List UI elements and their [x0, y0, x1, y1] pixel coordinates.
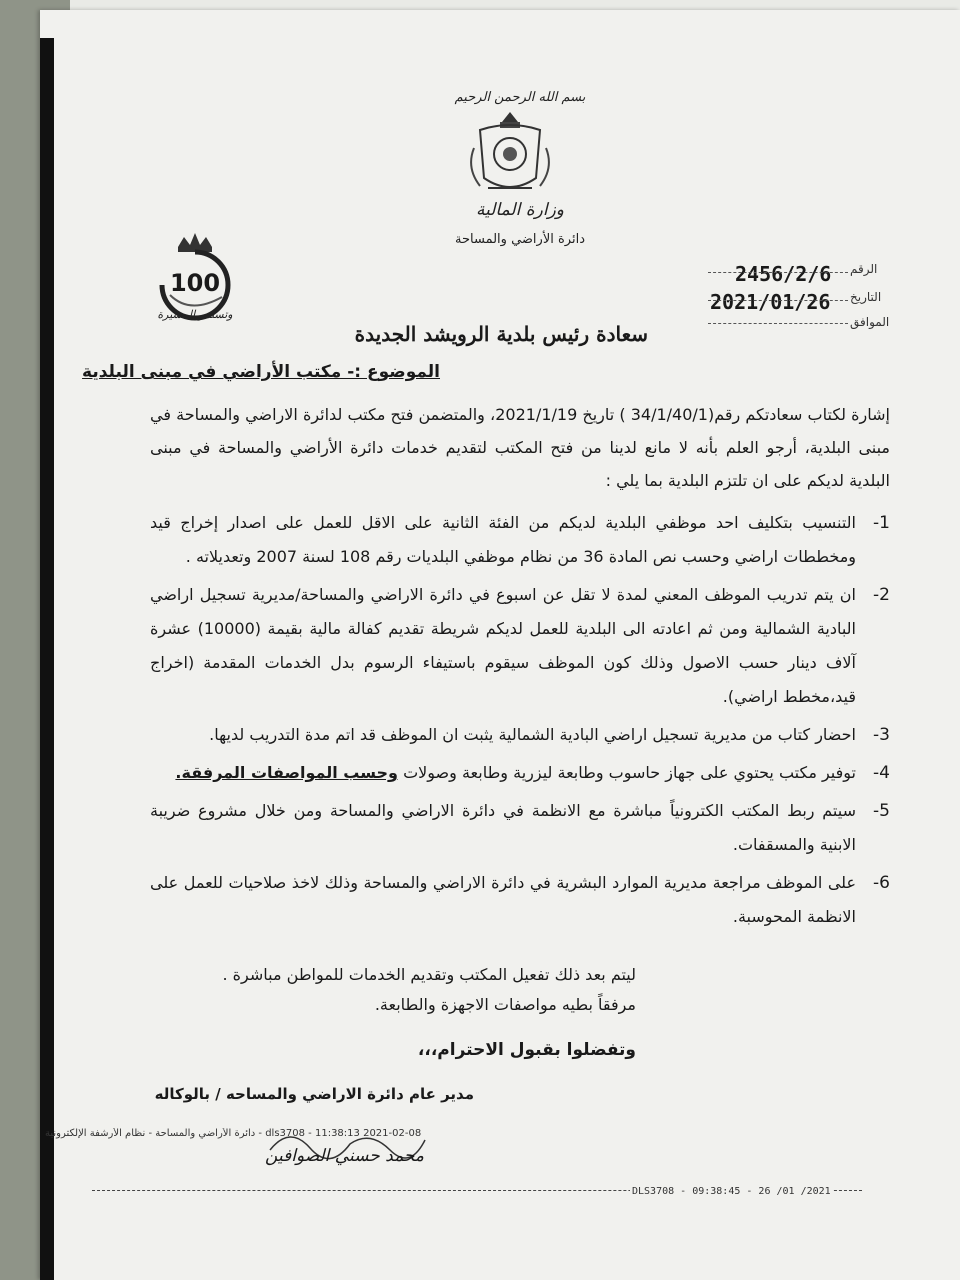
- condition-item-1: [150, 506, 890, 574]
- basmala: بسم الله الرحمن الرحيم: [454, 90, 586, 105]
- condition-number: 6-: [873, 873, 890, 893]
- condition-text: توفير مكتب يحتوي على جهاز حاسوب وطابعة ليزرية وطابعة وصولات: [398, 763, 856, 782]
- date-dotted-line: [708, 300, 848, 301]
- hijri-dotted-line: [708, 323, 848, 324]
- ministry-name: وزارة المالية: [476, 200, 564, 220]
- ref-dotted-line: [708, 272, 848, 273]
- ref-label: الرقم: [850, 262, 878, 276]
- footer-stamp: DLS3708 - 09:38:45 - 26 /01 /2021: [632, 1186, 831, 1197]
- system-stamp: 2021-02-08 11:38:13 - dls3708 - دائرة الأراضي والمساحة - نظام الأرشفة الإلكترونية: [45, 1128, 422, 1139]
- closing-line-2: مرفقاً بطيه مواصفات الاجهزة والطابعة.: [374, 995, 636, 1014]
- binder-edge: [40, 38, 54, 1280]
- conditions-list: [150, 506, 890, 938]
- closing-line-1: ليتم بعد ذلك تفعيل المكتب وتقديم الخدمات للمواطن مباشرة .: [222, 965, 636, 984]
- ref-value: 2456/2/6: [735, 262, 832, 286]
- subject-line: الموضوع :- مكتب الأراضي في مبنى البلدية: [82, 362, 440, 382]
- date-value: 2021/01/26: [710, 290, 831, 314]
- condition-number: 4-: [873, 763, 890, 783]
- closing-block: [222, 960, 636, 1020]
- condition-underlined-text: وحسب المواصفات المرفقة.: [175, 763, 398, 782]
- date-label: التاريخ: [850, 290, 882, 304]
- royal-emblem-icon: [460, 108, 560, 198]
- signer-name: محمد حسني الصوافين: [265, 1146, 424, 1166]
- centennial-number: 100: [169, 269, 221, 297]
- condition-text: ان يتم تدريب الموظف المعني لمدة لا تقل عن اسبوع في دائرة الاراضي والمساحة/مديرية تسجيل اراضي البادية الشمالية ومن ثم اعادته الى البلدية للعمل لديكم شريطة تقديم كفالة مالية بقيمة (10000) عشرة آلاف دينار حسب الاصول وذلك كون الموظف سيقوم باستيفاء الرسوم بدل الخدمات المقدمة (اخراج قيد،مخطط اراضي).: [150, 585, 857, 706]
- condition-text: على الموظف مراجعة مديرية الموارد البشرية في دائرة الاراضي والمساحة وذلك لاخذ صلاحيات للعمل على الانظمة المحوسبة.: [150, 873, 856, 926]
- condition-number: 5-: [873, 801, 890, 821]
- addressee: سعادة رئيس بلدية الرويشد الجديدة: [354, 322, 648, 346]
- condition-text-wrap: [150, 756, 856, 790]
- centennial-caption: وتستمر المسيرة: [157, 308, 233, 321]
- condition-item-6: [150, 866, 890, 934]
- condition-item-5: [150, 794, 890, 862]
- condition-number: 1-: [873, 513, 890, 533]
- salutation: وتفضلوا بقبول الاحترام،،،: [417, 1040, 636, 1060]
- department-name: دائرة الأراضي والمساحة: [455, 232, 585, 247]
- condition-text: التنسيب بتكليف احد موظفي البلدية لديكم من الفئة الثانية على الاقل للعمل على اصدار إخراج قيد ومخططات اراضي وحسب نص المادة 36 من نظام موظفي البلديات رقم 108 لسنة 2007 وتعديلاته .: [150, 513, 856, 566]
- condition-text: سيتم ربط المكتب الكترونياً مباشرة مع الانظمة في دائرة الاراضي والمساحة ومن خلال مشروع ضريبة الابنية والمسقفات.: [150, 801, 856, 854]
- condition-number: 3-: [873, 725, 890, 745]
- signer-title: مدير عام دائرة الاراضي والمساحه / بالوكاله: [154, 1085, 474, 1103]
- condition-item-4: [150, 756, 890, 790]
- condition-text: احضار كتاب من مديرية تسجيل اراضي البادية الشمالية يثبت ان الموظف قد اتم مدة التدريب لديها.: [209, 725, 856, 744]
- condition-item-3: [150, 718, 890, 752]
- letter-intro: [150, 398, 890, 497]
- hijri-label: الموافق: [850, 315, 890, 329]
- condition-item-2: [150, 578, 890, 714]
- intro-paragraph: إشارة لكتاب سعادتكم رقم(34/1/40/1 ) تاريخ 2021/1/19، والمتضمن فتح مكتب لدائرة الاراضي والمساحة في مبنى البلدية، أرجو العلم بأنه لا مانع لدينا من فتح المكتب لتقديم خدمات دائرة الأراضي والمساحة في مبنى البلدية لديكم على ان تلتزم البلدية بما يلي :: [150, 405, 890, 490]
- condition-number: 2-: [873, 585, 890, 605]
